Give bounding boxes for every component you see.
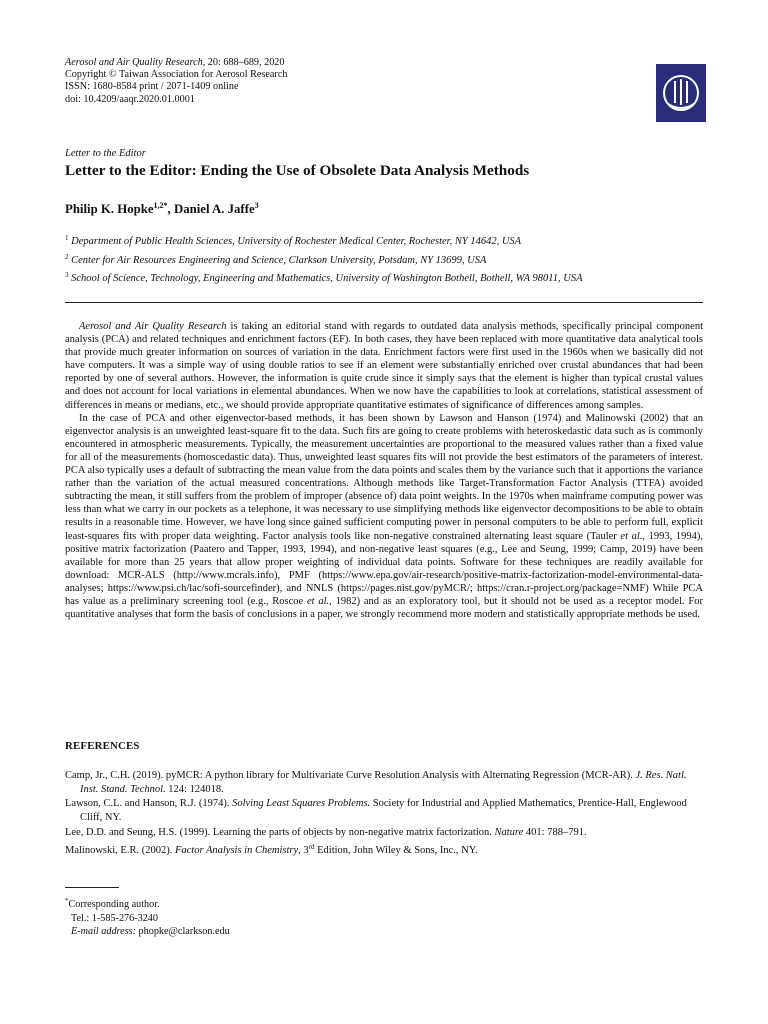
reference-text: , 3 (298, 844, 309, 856)
edition-superscript: rd (308, 842, 315, 851)
affiliations (65, 231, 705, 287)
affiliation (65, 250, 705, 269)
author-separator: , (167, 202, 174, 216)
body-paragraph (65, 412, 703, 622)
reference-text: 124: 124018. (165, 783, 224, 795)
email-label: E-mail address: (71, 926, 136, 938)
reference-text: Camp, Jr., C.H. (2019). pyMCR: A python library for Multivariate Curve Resolution Analysis with Alternating Regression (MCR-AR). (65, 770, 636, 781)
reference-text: Society for Industrial and Applied Mathematics, Prentice-Hall, Englewood Cliff, NY. (80, 798, 687, 823)
body-paragraph (65, 320, 703, 412)
author-name: Daniel A. Jaffe (173, 202, 255, 216)
et-al-italic: et al. (620, 530, 643, 542)
reference-journal: J. Res. Natl. Inst. Stand. Technol. (80, 770, 687, 795)
article-body (65, 320, 703, 621)
journal-name-inline: Aerosol and Air Quality Research (79, 321, 227, 332)
footnote-marker: * (65, 897, 69, 905)
journal-logo-icon (656, 64, 706, 122)
author-name: Philip K. Hopke (65, 202, 154, 216)
reference-text: Edition, John Wiley & Sons, Inc., NY. (314, 844, 478, 856)
header-divider (65, 302, 703, 303)
journal-ref: , 20: 688–689, 2020 (202, 57, 285, 68)
reference-text: Malinowski, E.R. (2002). (65, 844, 175, 856)
reference-item (65, 841, 705, 858)
references-heading: REFERENCES (65, 740, 140, 752)
affiliation (65, 268, 705, 287)
article-type: Letter to the Editor (65, 148, 146, 159)
affiliation (65, 231, 705, 250)
copyright-line: Copyright © Taiwan Association for Aerosol Research (65, 69, 288, 81)
reference-item (65, 826, 705, 840)
reference-text: 401: 788–791. (523, 826, 587, 838)
reference-item (65, 769, 705, 796)
footnote-divider (65, 887, 119, 888)
affiliation-text: Department of Public Health Sciences, University of Rochester Medical Center, Rochester, NY 14642, USA (68, 236, 522, 247)
journal-header (65, 57, 585, 106)
journal-citation (65, 57, 585, 69)
reference-book-title: Solving Least Squares Problems. (232, 798, 371, 810)
footnote-email-line (65, 925, 465, 939)
reference-item (65, 797, 705, 824)
logo-emblem-icon (656, 64, 706, 122)
reference-text: Lee, D.D. and Seung, H.S. (1999). Learning the parts of objects by non-negative matrix factorization. (65, 826, 495, 838)
footnote-tel: Tel.: 1-585-276-3240 (71, 912, 158, 924)
affiliation-number: 1 (65, 234, 69, 242)
paragraph-text: is taking an editorial stand with regards to outdated data analysis methods, specifically principal component analysis (PCA) and related techniques and enrichment factors (EF). In both cases, they have been replaced with more quantitative data analytical tools that provide much greater information on sources of variation in the data. Enrichment factors were first used in the 1960s when we basically did not have computers. It was a simple way of using double ratios to see if an element were substantially enriched over crustal abundances that had been reported by one of several authors. However, the information is quite crude since it simply says that the element is higher than typical crustal values and does not account for local variations in elemental abundances. When we now have the capabilities to look at correlations, statistical assessment of differences in means or medians, etc., we should provide appropriate quantitative estimates of significance of differences among samples. (65, 321, 703, 411)
email-address: phopke@clarkson.edu (136, 926, 230, 938)
paragraph-text: In the case of PCA and other eigenvector-based methods, it has been shown by Lawson and Hanson (1974) and Malinowski (2002) that an eigenvector analysis is an unweighted least-square fit to the data. Such fits are going to create problems with heteroskedastic data such as is commonly encountered in atmospheric measurements. Typically, the measurement uncertainties are proportional to the measured values rather than a fixed value for all of the measurements (homoscedastic data). Thus, unweighted least squares fits will not provide the best estimators of the parameters of interest. PCA also typically uses a default of subtracting the mean value from the data points and scales them by the variance such that it apportions the variance rather than the variation of the actual measured concentrations. Although methods like Target-Transformation Factor Analysis (TTFA) avoided subtracting the mean, it still suffers from the problem of improper (absence of) data point weights. In the 1970s when mainframe computing power was less than what we carry in our pockets as a telephone, it was necessary to use simplifying methods like eigenvector decompositions to be able to obtain results in a reasonable time. However, we have long since gained sufficient computing power in personal computers to be able to perform full, explicit least-squares fits with proper data weighting. Factor analysis tools like non-negative constrained alternating least square (Tauler (65, 412, 703, 542)
affiliation-text: School of Science, Technology, Engineering and Mathematics, University of Washington Bothell, Bothell, WA 98011, USA (68, 273, 583, 284)
article-title: Letter to the Editor: Ending the Use of Obsolete Data Analysis Methods (65, 162, 530, 179)
reference-list (65, 769, 705, 859)
author-affiliation-marker: 1,2* (153, 201, 168, 210)
corresponding-author-footnote (65, 895, 465, 939)
paragraph-text: , 1993, 1994), positive matrix factorization (Paatero and Tapper, 1993, 1994), and non-negative least squares (e.g., Lee and Seung, 1999; Camp, 2019) have been available for more than 25 years that allow proper weighting of individual data points. Software for these techniques are readily available for download: MCR-ALS (http://www.mcrals.info), PMF (https://www.epa.gov/air-research/positive-matrix-factorization-model-environmental-data-analyses; https://www.psi.ch/lac/sofi-sourcefinder), and NNLS (https://pages.nist.gov/pyMCR/; https://cran.r-project.org/package=NMF) While PCA has value as a preliminary screening tool (e.g., Roscoe (65, 530, 704, 607)
paragraph-text: , 1982) and as an exploratory tool, but it should not be used as a receptor model. For quantitative analyses that form the basis of conclusions in a paper, we strongly recommend more modern and statistically appropriate methods be used. (65, 595, 703, 621)
author-affiliation-marker: 3 (254, 201, 259, 210)
doi-line: doi: 10.4209/aaqr.2020.01.0001 (65, 93, 195, 105)
footnote-corresponding: Corresponding author. (68, 899, 160, 910)
journal-name: Aerosol and Air Quality Research (65, 57, 203, 68)
reference-book-title: Factor Analysis in Chemistry (174, 844, 299, 856)
affiliation-text: Center for Air Resources Engineering and Science, Clarkson University, Potsdam, NY 13699, USA (68, 254, 487, 266)
footnote-line (65, 895, 465, 912)
author-list (65, 201, 259, 217)
affiliation-number: 3 (65, 271, 69, 279)
reference-journal: Nature (494, 826, 524, 838)
et-al-italic: et al. (307, 595, 330, 607)
reference-text: Lawson, C.L. and Hanson, R.J. (1974). (65, 798, 233, 810)
issn-line: ISSN: 1680-8584 print / 2071-1409 online (65, 81, 239, 93)
affiliation-number: 2 (65, 252, 69, 261)
